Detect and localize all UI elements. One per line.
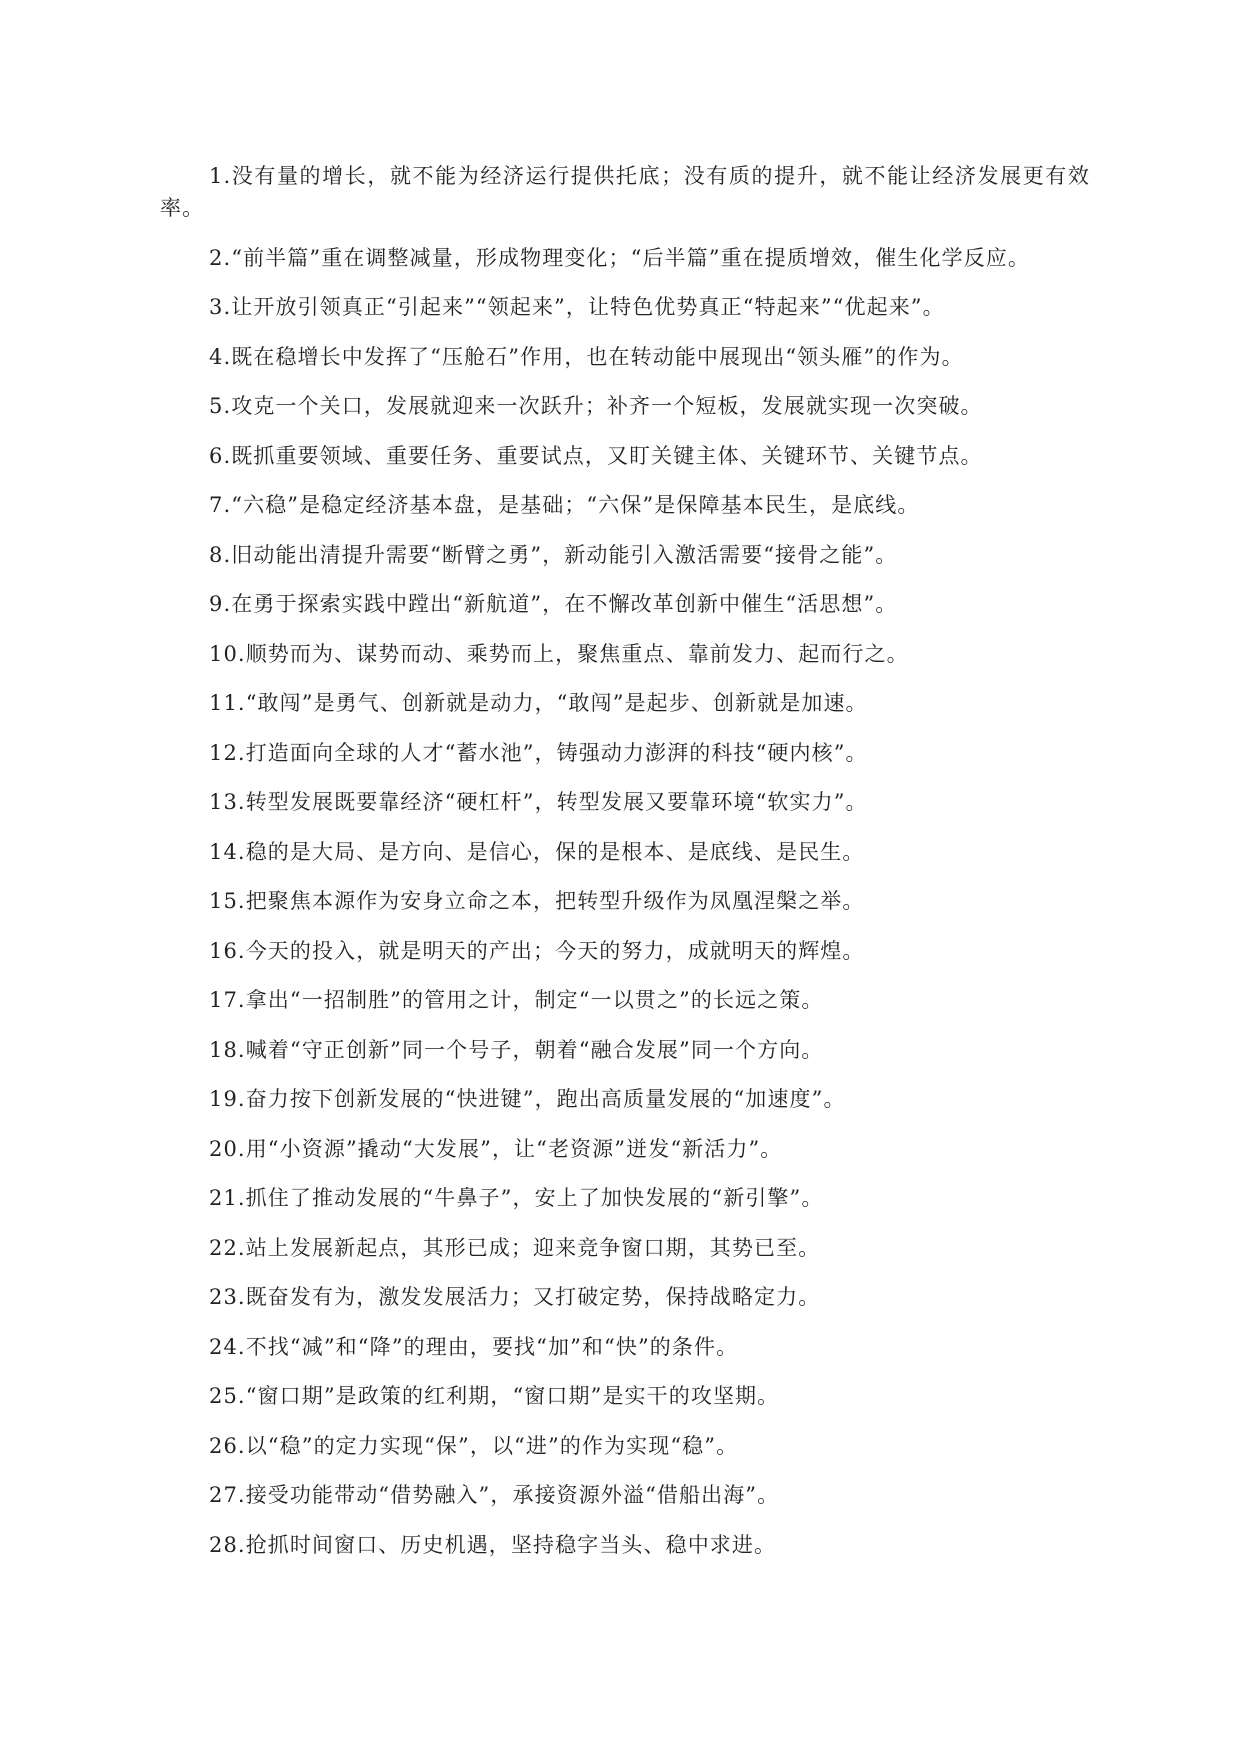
- item-number: 27.: [209, 1483, 246, 1507]
- list-item: [160, 291, 1090, 323]
- item-number: 3.: [209, 295, 232, 319]
- list-item: [160, 1479, 1090, 1511]
- item-text: 没有量的增长，就不能为经济运行提供托底；没有质的提升，就不能让经济发展更有效率。: [160, 164, 1090, 220]
- item-text: 旧动能出清提升需要“断臂之勇”，新动能引入激活需要“接骨之能”。: [231, 542, 898, 567]
- item-number: 10.: [209, 641, 246, 666]
- item-number: 18.: [209, 1037, 246, 1062]
- item-text: 稳的是大局、是方向、是信心，保的是根本、是底线、是民生。: [245, 839, 865, 864]
- item-text: 今天的投入，就是明天的产出；今天的努力，成就明天的辉煌。: [245, 938, 865, 963]
- item-text: 站上发展新起点，其形已成；迎来竞争窗口期，其势已至。: [245, 1235, 821, 1260]
- item-text: 攻克一个关口，发展就迎来一次跃升；补齐一个短板，发展就实现一次突破。: [231, 394, 983, 418]
- item-number: 1.: [209, 164, 232, 188]
- item-number: 7.: [209, 493, 232, 517]
- list-item: [160, 984, 1090, 1016]
- item-text: 转型发展既要靠经济“硬杠杆”，转型发展又要靠环境“软实力”。: [245, 790, 868, 814]
- list-item: [160, 1430, 1090, 1462]
- item-text: 打造面向全球的人才“蓄水池”，铸强动力澎湃的科技“硬内核”。: [245, 740, 868, 765]
- item-text: 把聚焦本源作为安身立命之本，把转型升级作为凤凰涅槃之举。: [245, 889, 865, 913]
- list-item: [160, 1380, 1090, 1412]
- item-text: 拿出“一招制胜”的管用之计，制定“一以贯之”的长远之策。: [245, 988, 824, 1012]
- list-item: [160, 440, 1090, 472]
- item-number: 9.: [209, 592, 232, 616]
- list-item: [160, 1182, 1090, 1214]
- item-text: 抓住了推动发展的“牛鼻子”，安上了加快发展的“新引擎”。: [245, 1186, 824, 1210]
- list-item: [160, 341, 1090, 373]
- list-item: [160, 786, 1090, 818]
- list-item: [160, 1034, 1090, 1066]
- item-number: 4.: [209, 344, 232, 369]
- item-number: 6.: [209, 443, 232, 468]
- list-item: [160, 836, 1090, 868]
- item-text: 在勇于探索实践中蹚出“新航道”，在不懈改革创新中催生“活思想”。: [231, 592, 898, 616]
- item-text: 顺势而为、谋势而动、乘势而上，聚焦重点、靠前发力、起而行之。: [245, 641, 909, 666]
- list-item: [160, 489, 1090, 521]
- list-item: [160, 588, 1090, 620]
- item-text: 奋力按下创新发展的“快进键”，跑出高质量发展的“加速度”。: [245, 1087, 846, 1111]
- item-number: 25.: [209, 1384, 246, 1408]
- list-item: [160, 638, 1090, 670]
- item-number: 24.: [209, 1334, 246, 1359]
- list-item: [160, 1133, 1090, 1165]
- list-item: [160, 1281, 1090, 1313]
- item-text: “敢闯”是勇气、创新就是动力，“敢闯”是起步、创新就是加速。: [245, 691, 868, 715]
- item-number: 22.: [209, 1235, 246, 1260]
- item-number: 11.: [209, 691, 246, 715]
- item-number: 23.: [209, 1285, 246, 1309]
- item-number: 26.: [209, 1433, 246, 1458]
- item-text: 喊着“守正创新”同一个号子，朝着“融合发展”同一个方向。: [245, 1037, 824, 1062]
- item-text: “六稳”是稳定经济基本盘，是基础；“六保”是保障基本民生，是底线。: [231, 493, 920, 517]
- list-item: [160, 1331, 1090, 1363]
- item-text: 以“稳”的定力实现“保”，以“进”的作为实现“稳”。: [245, 1433, 739, 1458]
- list-item: [160, 687, 1090, 719]
- list-item: [160, 1529, 1090, 1561]
- list-item: [160, 242, 1090, 274]
- item-text: 接受功能带动“借势融入”，承接资源外溢“借船出海”。: [245, 1483, 780, 1507]
- item-text: “窗口期”是政策的红利期，“窗口期”是实干的攻坚期。: [245, 1384, 780, 1408]
- item-text: “前半篇”重在调整减量，形成物理变化；“后半篇”重在提质增效，催生化学反应。: [231, 245, 1030, 270]
- item-number: 19.: [209, 1087, 246, 1111]
- list-item: [160, 390, 1090, 422]
- item-number: 2.: [209, 245, 232, 270]
- item-number: 12.: [209, 740, 246, 765]
- item-number: 14.: [209, 839, 246, 864]
- list-item: [160, 539, 1090, 571]
- item-text: 用“小资源”撬动“大发展”，让“老资源”迸发“新活力”。: [245, 1136, 783, 1161]
- list-item: [160, 160, 1090, 224]
- item-text: 不找“减”和“降”的理由，要找“加”和“快”的条件。: [245, 1334, 739, 1359]
- list-item: [160, 1083, 1090, 1115]
- list-item: [160, 935, 1090, 967]
- document-body: [160, 160, 1090, 1578]
- item-number: 21.: [209, 1186, 246, 1210]
- item-text: 让开放引领真正“引起来”“领起来”，让特色优势真正“特起来”“优起来”。: [231, 295, 945, 319]
- item-number: 5.: [209, 394, 232, 418]
- list-item: [160, 1232, 1090, 1264]
- item-number: 20.: [209, 1136, 246, 1161]
- item-text: 既在稳增长中发挥了“压舱石”作用，也在转动能中展现出“领头雁”的作为。: [231, 344, 964, 369]
- item-text: 既奋发有为，激发发展活力；又打破定势，保持战略定力。: [245, 1285, 821, 1309]
- item-number: 17.: [209, 988, 246, 1012]
- list-item: [160, 885, 1090, 917]
- item-number: 15.: [209, 889, 246, 913]
- item-number: 16.: [209, 938, 246, 963]
- item-text: 既抓重要领域、重要任务、重要试点，又盯关键主体、关键环节、关键节点。: [231, 443, 983, 468]
- item-number: 28.: [209, 1532, 246, 1557]
- item-number: 13.: [209, 790, 246, 814]
- item-text: 抢抓时间窗口、历史机遇，坚持稳字当头、稳中求进。: [245, 1532, 777, 1557]
- list-item: [160, 737, 1090, 769]
- item-number: 8.: [209, 542, 232, 567]
